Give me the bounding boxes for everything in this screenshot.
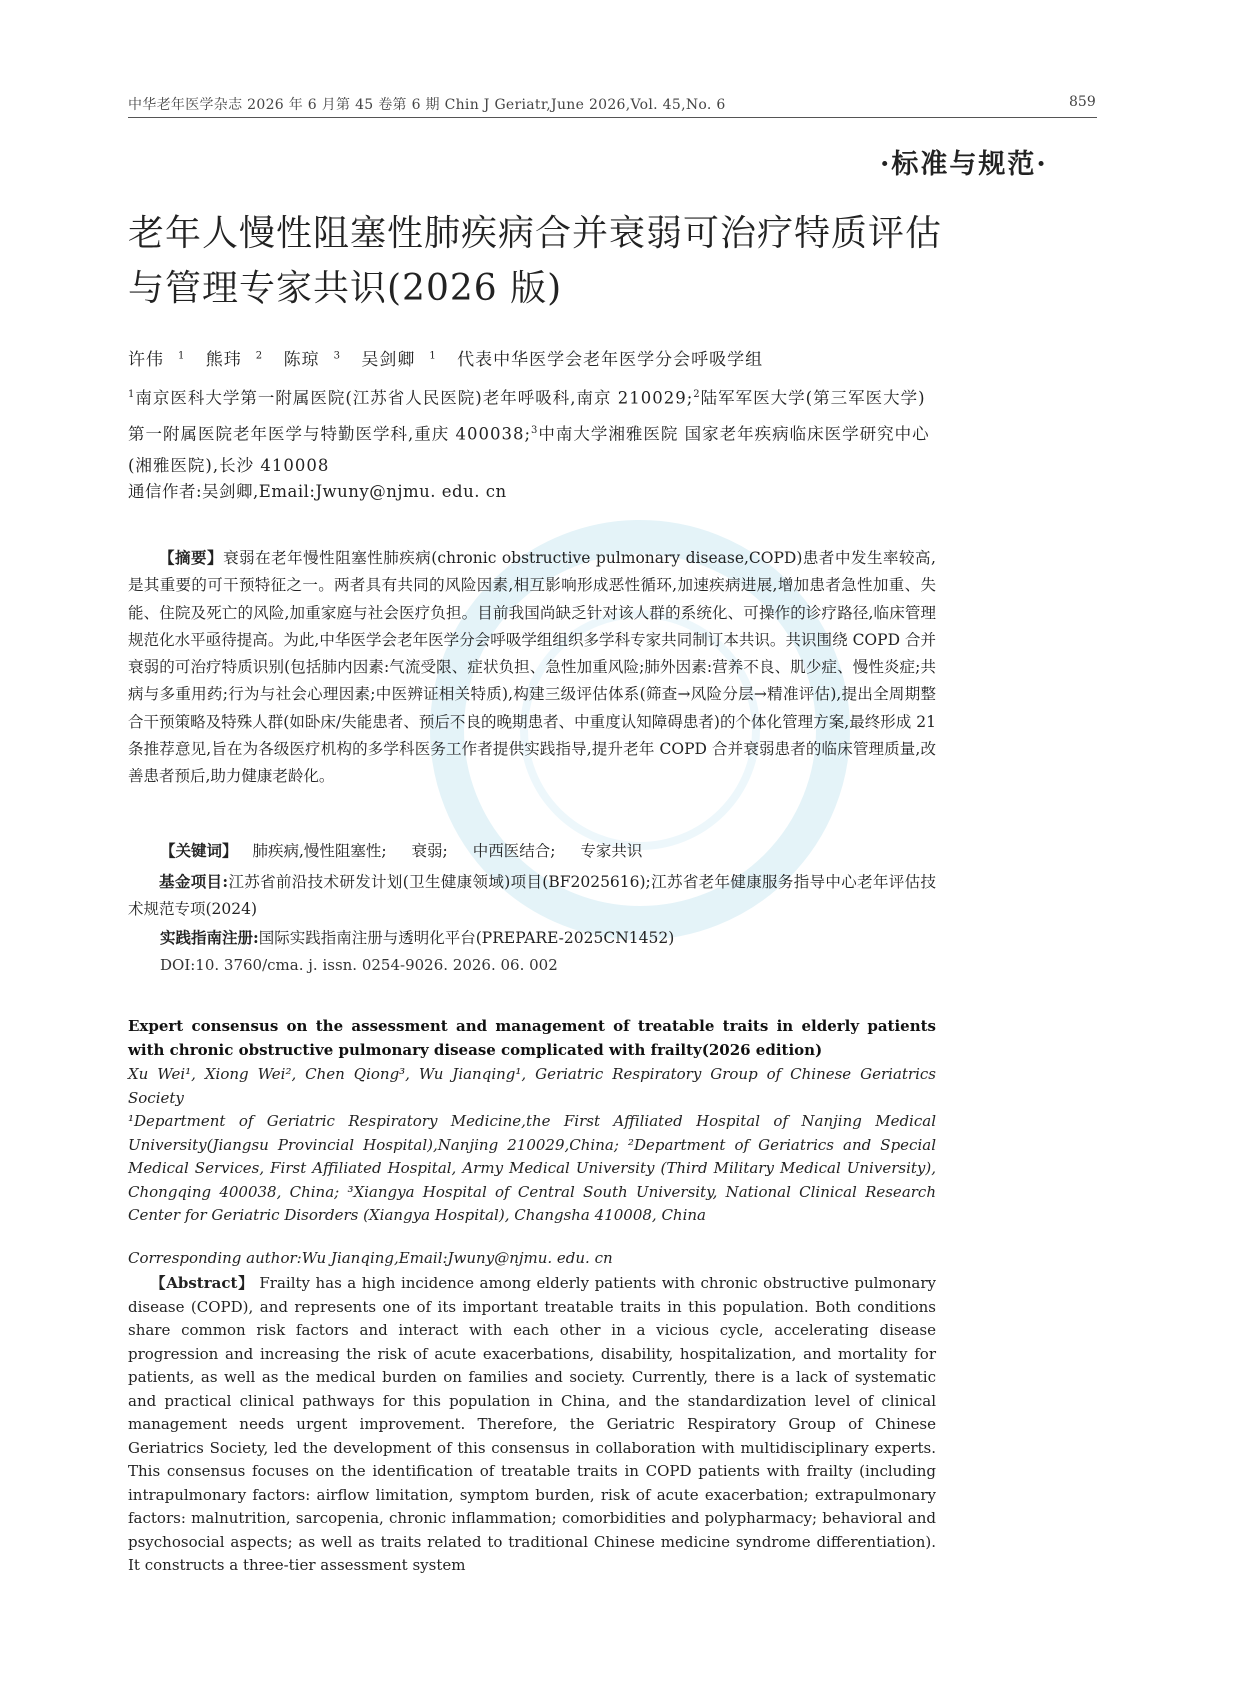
page-number: 859 [1069, 94, 1096, 110]
affiliations-cn: $^1$南京医科大学第一附属医院(江苏省人民医院)老年呼吸科,南京 210029;$^2$陆军军医大学(第三军医大学)第一附属医院老年医学与特勤医学科,重庆 400038;$^3$中南大学湘雅医院 国家老年疾病临床医学研究中心(湘雅医院),长沙 410008 [128, 388, 930, 475]
section-label: ·标准与规范· [880, 149, 1048, 180]
journal-header: 中华老年医学杂志 2026 年 6 月第 45 卷第 6 期 Chin J Geriatr,June 2026,Vol. 45,No. 6 [128, 97, 726, 113]
funding-cn: 基金项目:江苏省前沿技术研发计划(卫生健康领域)项目(BF2025616);江苏省老年健康服务指导中心老年评估技术规范专项(2024) [128, 872, 936, 919]
author-cn: 熊玮 $^2$ [205, 350, 264, 370]
article-title-en: Expert consensus on the assessment and management of treatable traits in elderly patients with chronic obstructive pulmonary disease complicated with frailty(2026 edition) [128, 1017, 936, 1059]
registration-cn-label: 实践指南注册: [160, 928, 259, 947]
abstract-cn [128, 544, 936, 791]
authors-cn [128, 345, 777, 370]
abstract-en-label: 【Abstract】 [150, 1274, 254, 1292]
corresponding-author-cn: 通信作者:吴剑卿,Email:Jwuny@njmu. edu. cn [128, 482, 507, 501]
abstract-cn-text: 衰弱在老年慢性阻塞性肺疾病(chronic obstructive pulmonary disease,COPD)患者中发生率较高,是其重要的可干预特征之一。两者具有共同的风险因素,相互影响形成恶性循环,加速疾病进展,增加患者急性加重、失能、住院及死亡的风险,加重家庭与社会医疗负担。目前我国尚缺乏针对该人群的系统化、可操作的诊疗路径,临床管理规范化水平亟待提高。为此,中华医学会老年医学分会呼吸学组组织多学科专家共同制订本共识。共识围绕 COPD 合并衰弱的可治疗特质识别(包括肺内因素:气流受限、症状负担、急性加重风险;肺外因素:营养不良、肌少症、慢性炎症;共病与多重用药;行为与社会心理因素;中医辨证相关特质),构建三级评估体系(筛查→风险分层→精准评估),提出全周期整合干预策略及特殊人群(如卧床/失能患者、预后不良的晚期患者、中重度认知障碍患者)的个体化管理方案,最终形成 21 条推荐意见,旨在为各级医疗机构的多学科医务工作者提供实践指导,提升老年 COPD 合并衰弱患者的临床管理质量,改善患者预后,助力健康老龄化。 [128, 549, 936, 786]
affiliations-en: ¹Department of Geriatric Respiratory Medicine,the First Affiliated Hospital of Nanjing Medical University(Jiangsu Provincial Hospital),Nanjing 210029,China; ²Department of Geriatrics and Special Medical Services, First Affiliated Hospital, Army Medical University (Third Military Medical University), Chongqing 400038, China; ³Xiangya Hospital of Central South University, National Clinical Research Center for Geriatric Disorders (Xiangya Hospital), Changsha 410008, China [128, 1112, 936, 1224]
doi: DOI:10. 3760/cma. j. issn. 0254-9026. 2026. 06. 002 [160, 956, 558, 974]
corresponding-author-en: Corresponding author:Wu Jianqing,Email:Jwuny@njmu. edu. cn [128, 1249, 613, 1267]
authors-en: Xu Wei¹, Xiong Wei², Chen Qiong³, Wu Jianqing¹, Geriatric Respiratory Group of Chinese Geriatrics Society [128, 1065, 936, 1107]
funding-cn-label: 基金项目: [159, 872, 229, 891]
keyword: 肺疾病,慢性阻塞性; [252, 842, 387, 860]
author-group-cn: 代表中华医学会老年医学分会呼吸学组 [457, 350, 764, 370]
author-cn: 吴剑卿 $^1$ [361, 350, 437, 370]
abstract-en-text: Frailty has a high incidence among elderly patients with chronic obstructive pulmonary disease (COPD), and represents one of its important treatable traits in this population. Both conditions share common risk factors and interact with each other in a vicious cycle, accelerating disease progression and increasing the risk of acute exacerbations, disability, hospitalization, and mortality for patients, as well as the medical burden on families and society. Currently, there is a lack of systematic and practical clinical pathways for this population in China, and the standardization level of clinical management needs urgent improvement. Therefore, the Geriatric Respiratory Group of Chinese Geriatrics Society, led the development of this consensus in collaboration with multidisciplinary experts. This consensus focuses on the identification of treatable traits in COPD patients with frailty (including intrapulmonary factors: airflow limitation, symptom burden, risk of acute exacerbation; extrapulmonary factors: malnutrition, sarcopenia, chronic inflammation; comorbidities and polypharmacy; behavioral and psychosocial aspects; as well as traits related to traditional Chinese medicine syndrome differentiation). It constructs a three-tier assessment system [128, 1274, 936, 1574]
registration-cn: 实践指南注册:国际实践指南注册与透明化平台(PREPARE-2025CN1452) [160, 928, 675, 947]
keyword: 衰弱; [411, 842, 448, 860]
keywords-cn-label: 【关键词】 [160, 841, 238, 860]
abstract-cn-label: 【摘要】 [159, 548, 224, 567]
keywords-cn [160, 839, 652, 861]
article-title-cn: 老年人慢性阻塞性肺疾病合并衰弱可治疗特质评估与管理专家共识(2026 版) [128, 213, 943, 309]
author-cn: 陈琼 $^3$ [283, 350, 341, 370]
abstract-en [128, 1272, 936, 1578]
keyword: 中西医结合; [472, 842, 556, 860]
header-rule [128, 117, 1097, 118]
keyword: 专家共识 [580, 842, 643, 860]
author-cn: 许伟 $^1$ [128, 350, 186, 370]
